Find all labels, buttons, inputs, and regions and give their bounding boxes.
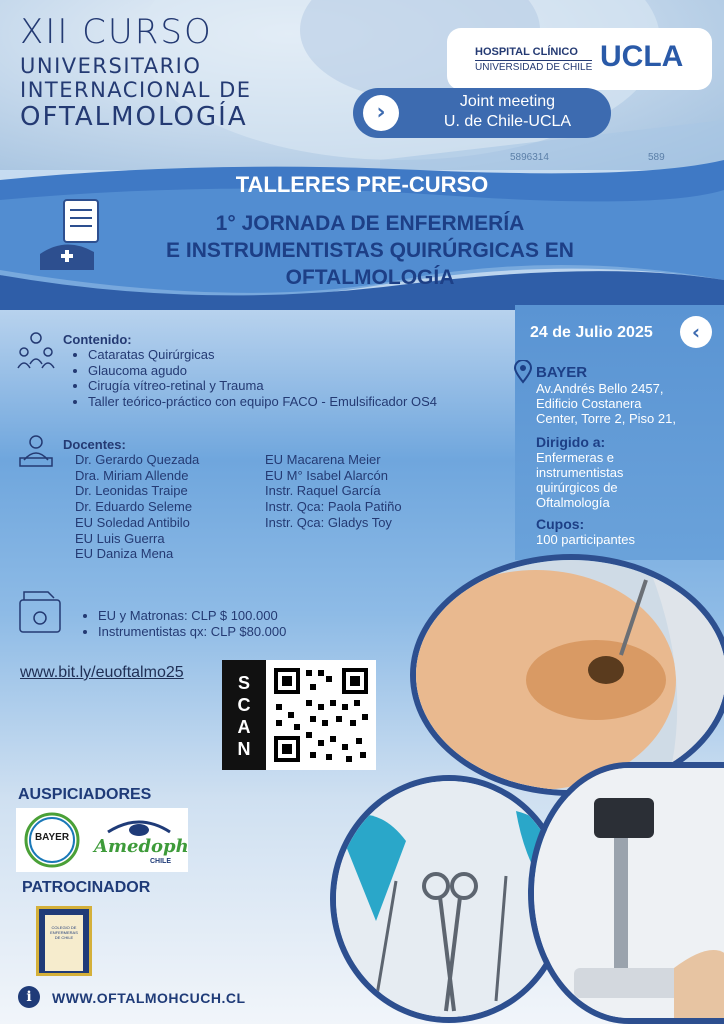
chevron-left-icon: ‹ xyxy=(680,316,712,348)
price-item: • EU y Matronas: CLP $ 100.000 xyxy=(98,608,286,624)
info-icon: i xyxy=(18,986,40,1008)
ucla-logo: UCLA xyxy=(600,40,684,73)
address-line: Av.Andrés Bello 2457, xyxy=(536,381,664,396)
dirigido-text xyxy=(536,450,623,510)
qr-code-icon xyxy=(266,660,376,770)
colegio-enfermeras-logo xyxy=(36,906,92,976)
qr-code[interactable] xyxy=(266,660,376,770)
docente: EU Macarena Meier xyxy=(265,452,381,467)
jornada-line1: 1° JORNADA DE ENFERMERÍA xyxy=(215,212,525,235)
scan-letter: A xyxy=(237,717,251,737)
dirigido-title: Dirigido a: xyxy=(536,434,606,450)
scan-letter: S xyxy=(237,673,250,693)
price-item: • Instrumentistas qx: CLP $80.000 xyxy=(98,624,286,640)
prices-list xyxy=(82,608,286,639)
chevron-right-icon: › xyxy=(363,95,399,131)
title-universitario: UNIVERSITARIO xyxy=(20,54,202,78)
dirigido-line: instrumentistas xyxy=(536,465,624,480)
location-pin-icon xyxy=(514,360,532,384)
website-link[interactable]: WWW.OFTALMOHCUCH.CL xyxy=(52,990,246,1006)
venue-name: BAYER xyxy=(536,364,588,381)
contenido-list xyxy=(72,347,437,409)
auspiciadores-title: AUSPICIADORES xyxy=(18,786,152,803)
docente: EU Luis Guerra xyxy=(75,530,165,546)
contenido-title: Contenido: xyxy=(63,332,132,347)
slit-lamp-illustration xyxy=(534,768,724,1018)
bayer-logo-text: BAYER xyxy=(34,832,70,843)
colegio-line: COLEGIO DE xyxy=(51,925,77,930)
joint-line1: Joint meeting xyxy=(459,93,556,110)
docente: Instr. Raquel García xyxy=(265,483,381,499)
scan-label xyxy=(222,660,266,770)
docentes-col2 xyxy=(265,452,402,531)
docente: Dr. Leonidas Traipe xyxy=(75,483,188,499)
eye-surgery-illustration xyxy=(416,560,724,790)
registration-link[interactable]: www.bit.ly/euoftalmo25 xyxy=(20,664,184,681)
cupos-value: 100 participantes xyxy=(536,532,636,547)
slit-lamp-photo xyxy=(528,762,724,1024)
joint-line2: U. de Chile-UCLA xyxy=(443,113,572,130)
patrocinador-title: PATROCINADOR xyxy=(22,879,151,896)
jornada-title xyxy=(110,210,630,291)
amedoph-logo-text: Amedoph xyxy=(94,836,189,857)
dirigido-line: quirúrgicos de xyxy=(536,480,618,495)
cupos-title: Cupos: xyxy=(536,516,585,532)
joint-meeting-text xyxy=(410,92,605,132)
backdrop-number-2: 589 xyxy=(648,152,665,163)
docentes-title: Docentes: xyxy=(63,437,126,452)
scan-letter: C xyxy=(237,695,251,715)
list-item: • Cirugía vítreo-retinal y Trauma xyxy=(88,378,437,394)
docentes-col1 xyxy=(75,452,199,562)
eye-surgery-photo xyxy=(410,554,724,796)
title-oftalmologia: OFTALMOLOGÍA xyxy=(20,102,248,132)
colegio-line: ENFERMERAS xyxy=(50,930,78,935)
event-date: 24 de Julio 2025 xyxy=(530,324,653,341)
docente: EU Daniza Mena xyxy=(75,546,174,562)
price-folder-icon xyxy=(18,588,64,636)
colegio-logo-inner xyxy=(45,915,83,971)
list-item: • Taller teórico-práctico con equipo FACO - Emulsificador OS4 xyxy=(88,394,437,410)
docente: Dr. Gerardo Quezada xyxy=(75,452,200,467)
backdrop-number: 5896314 xyxy=(510,152,549,163)
title-curso: XII CURSO xyxy=(20,12,213,52)
address-line: Center, Torre 2, Piso 21, xyxy=(536,411,676,426)
hospital-logo-name: HOSPITAL CLÍNICO xyxy=(475,46,578,58)
colegio-line: DE CHILE xyxy=(54,935,74,940)
jornada-line3: OFTALMOLOGÍA xyxy=(285,266,455,289)
docente: Instr. Qca: Paola Patiño xyxy=(265,499,402,515)
address-line: Edificio Costanera xyxy=(536,396,642,411)
docente: Instr. Qca: Gladys Toy xyxy=(265,514,392,530)
hospital-logo-sub: UNIVERSIDAD DE CHILE xyxy=(475,62,593,73)
venue-address xyxy=(536,381,676,426)
talleres-heading: TALLERES PRE-CURSO xyxy=(235,172,489,197)
scan-letter: N xyxy=(237,739,251,759)
docente: Dra. Miriam Allende xyxy=(75,467,189,483)
list-item: • Glaucoma agudo xyxy=(88,363,437,379)
docente: EU M° Isabel Alarcón xyxy=(265,467,388,483)
amedoph-logo-sub: CHILE xyxy=(150,858,171,865)
people-idea-icon xyxy=(16,330,56,370)
docente: Dr. Eduardo Seleme xyxy=(75,499,193,515)
nurse-cap-checklist-icon xyxy=(36,196,116,276)
dirigido-line: Oftalmología xyxy=(536,495,610,510)
jornada-line2: E INSTRUMENTISTAS QUIRÚRGICAS EN xyxy=(166,239,574,262)
title-internacional: INTERNACIONAL DE xyxy=(20,78,252,102)
docente: EU Soledad Antibilo xyxy=(75,514,190,530)
list-item: • Cataratas Quirúrgicas xyxy=(88,347,437,363)
teacher-icon xyxy=(18,434,54,470)
dirigido-line: Enfermeras e xyxy=(536,450,615,465)
